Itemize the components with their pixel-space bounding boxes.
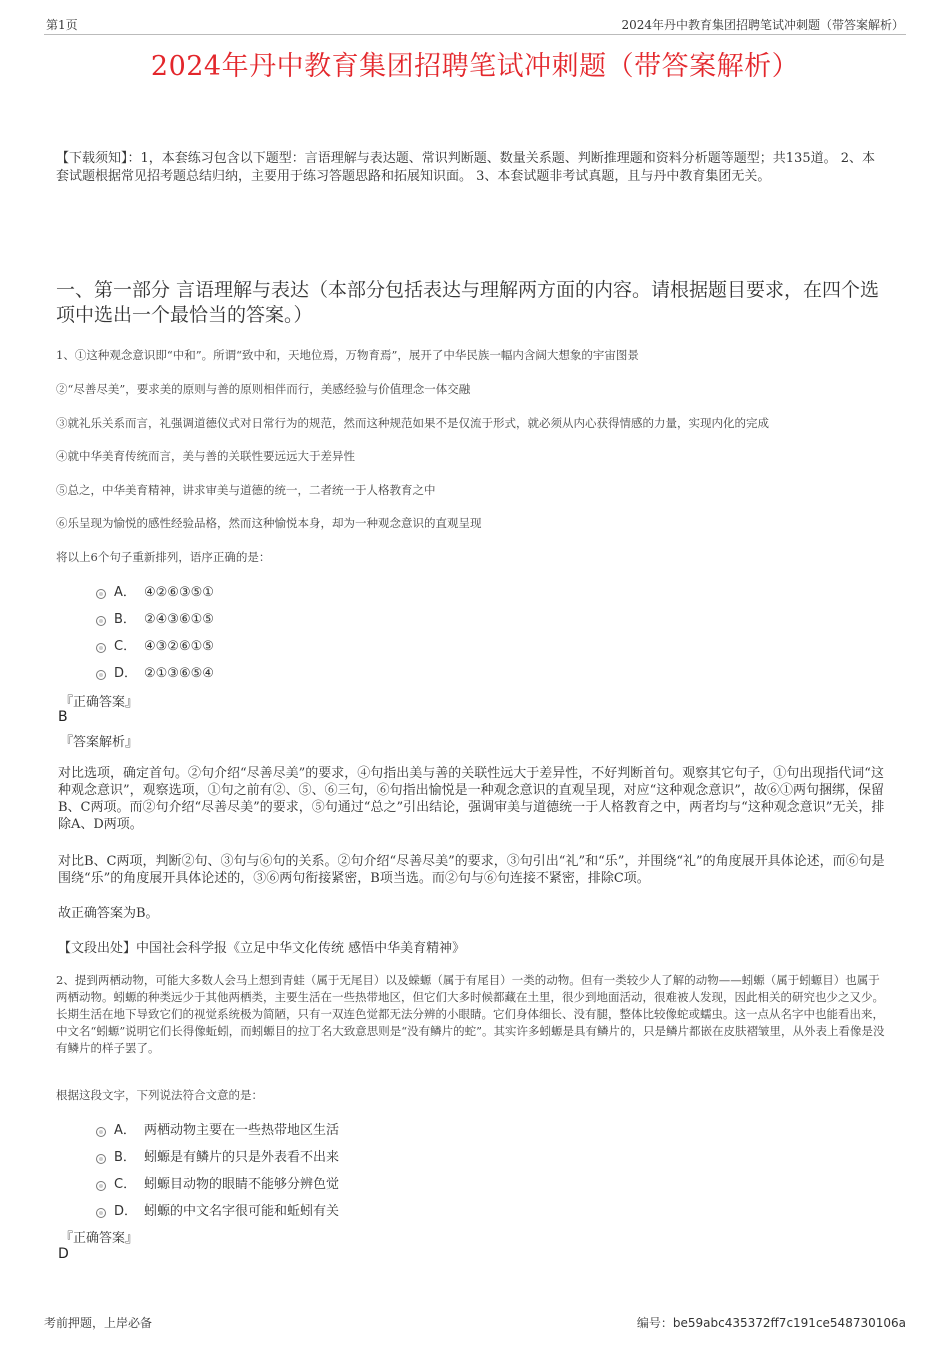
document-title: 2024年丹中教育集团招聘笔试冲刺题（带答案解析） (150, 51, 800, 82)
radio-icon[interactable] (96, 643, 106, 653)
radio-icon[interactable] (96, 1154, 106, 1164)
radio-icon[interactable] (96, 670, 106, 680)
question-line: 2、提到两栖动物，可能大多数人会马上想到青蛙（属于无尾目）以及蝾螈（属于有尾目）一类的动物。但有一类较少人了解的动物——蚓螈（属于蚓螈目）也属于两栖动物。蚓螈的种类远少于其他两栖类，主要生活在一些热带地区，但它们大多时候都藏在土里，很少到地面活动，很难被人发现，因此相关的研究也少之又少。长期生活在地下导致它们的视觉系统极为简陋，只有一双连色觉都无法分辨的小眼睛。它们身体细长、没有腿，整体比较像蛇或蠕虫。这一点从名字中也能看出来，中文名“蚓螈”说明它们长得像蚯蚓，而蚓螈目的拉丁名大致意思则是“没有鳞片的蛇”。其实许多蚓螈是具有鳞片的，只是鳞片都嵌在皮肤褶皱里，从外表上看像是没有鳞片的样子罢了。 (56, 973, 885, 1055)
question-line: ④就中华美育传统而言，美与善的关联性要远远大于差异性 (56, 449, 355, 463)
analysis-paragraph: 对比选项，确定首句。②句介绍“尽善尽美”的要求，④句指出美与善的关联性远大于差异性，不好判断首句。观察其它句子，①句出现指代词“这种观念意识”，观察选项，①句之前有②、⑤、⑥三句，⑥句指出愉悦是一种观念意识的直观呈现，对应“这种观念意识”，故⑥①两句捆绑，保留B、C两项。而②句介绍“尽善尽美”的要求，⑤句通过“总之”引出结论，强调审美与道德统一于人格教育之中，两者均与“这种观念意识”无关，排除A、D两项。 (58, 766, 885, 832)
question-1-sentence-6 (56, 515, 890, 531)
question-1-sentence-5 (56, 482, 890, 498)
passage-source: 【文段出处】中国社会科学报《立足中华文化传统 感悟中华美育精神》 (58, 941, 466, 956)
header-doc-name: 2024年丹中教育集团招聘笔试冲刺题（带答案解析） (621, 18, 904, 32)
analysis-conclusion: 故正确答案为B。 (58, 906, 159, 921)
download-notice: 【下载须知】：1，本套练习包含以下题型：言语理解与表达题、常识判断题、数量关系题、判断推理题和资料分析题等题型；共135道。 2、本套试题根据常见招考题总结归纳，主要用于练习答题思路和拓展知识面。 3、本套试题非考试真题，且与丹中教育集团无关。 (56, 151, 875, 184)
radio-icon[interactable] (96, 1181, 106, 1191)
page-number: 第1页 (46, 18, 78, 32)
option-text: 蚓螈是有鳞片的只是外表看不出来 (144, 1150, 340, 1165)
question-1-prompt (56, 549, 890, 565)
section-title: 一、第一部分 言语理解与表达（本部分包括表达与理解两方面的内容。请根据题目要求，在四个选项中选出一个最恰当的答案。） (56, 279, 880, 326)
answer-label: 『正确答案』 (60, 695, 139, 710)
option-letter: A． (114, 585, 136, 600)
question-line: ⑤总之，中华美育精神，讲求审美与道德的统一，二者统一于人格教育之中 (56, 483, 436, 497)
radio-icon[interactable] (96, 616, 106, 626)
option-letter: B． (114, 612, 136, 627)
option-text: ②①③⑥⑤④ (144, 666, 214, 681)
analysis-paragraph: 对比B、C两项，判断②句、③句与⑥句的关系。②句介绍“尽善尽美”的要求，③句引出“礼”和“乐”，并围绕“礼”的角度展开具体论述，而⑥句是围绕“乐”的角度展开具体论述的，③⑥两句衔接紧密，B项当选。而②句与⑥句连接不紧密，排除C项。 (58, 854, 885, 886)
option-letter: C． (114, 639, 137, 654)
option-text: 蚓螈目动物的眼睛不能够分辨色觉 (144, 1177, 340, 1192)
question-1-stem (56, 347, 890, 363)
option-letter: C． (114, 1177, 137, 1192)
question-line: ⑥乐呈现为愉悦的感性经验品格，然而这种愉悦本身，却为一种观念意识的直观呈现 (56, 516, 482, 530)
option-letter: B． (114, 1150, 136, 1165)
question-1-sentence-4 (56, 448, 890, 464)
footer-code-value: be59abc435372ff7c191ce548730106a (672, 1316, 906, 1330)
analysis-label: 『答案解析』 (60, 735, 139, 750)
radio-icon[interactable] (96, 589, 106, 599)
option-text: 蚓螈的中文名字很可能和蚯蚓有关 (144, 1204, 340, 1219)
option-text: ④③②⑥①⑤ (144, 639, 214, 654)
option-text: ④②⑥③⑤① (144, 585, 214, 600)
option-text: ②④③⑥①⑤ (144, 612, 214, 627)
question-line: ③就礼乐关系而言，礼强调道德仪式对日常行为的规范，然而这种规范如果不是仅流于形式，就必须从内心获得情感的力量，实现内化的完成 (56, 416, 769, 430)
correct-answer: D (58, 1246, 69, 1262)
footer-code (637, 1314, 906, 1331)
footer-code-label: 编号： (636, 1316, 673, 1330)
question-line: 1、①这种观念意识即“中和”。所谓“致中和，天地位焉，万物育焉”，展开了中华民族一幅内含阔大想象的宇宙图景 (56, 348, 639, 362)
option-letter: D． (114, 666, 138, 681)
correct-answer: B (58, 709, 68, 725)
question-line: 将以上6个句子重新排列，语序正确的是： (56, 550, 271, 564)
answer-label: 『正确答案』 (60, 1231, 139, 1246)
question-1-sentence-3 (56, 415, 890, 431)
question-1-sentence-2 (56, 381, 890, 397)
question-2-passage (56, 972, 890, 1057)
radio-icon[interactable] (96, 1127, 106, 1137)
question-2-prompt (56, 1087, 890, 1103)
option-letter: A． (114, 1123, 136, 1138)
option-letter: D． (114, 1204, 138, 1219)
question-line: 根据这段文字，下列说法符合文意的是： (56, 1088, 263, 1102)
footer-slogan: 考前押题，上岸必备 (44, 1316, 153, 1330)
option-text: 两栖动物主要在一些热带地区生活 (144, 1123, 340, 1138)
radio-icon[interactable] (96, 1208, 106, 1218)
question-line: ②“尽善尽美”，要求美的原则与善的原则相伴而行，美感经验与价值理念一体交融 (56, 382, 471, 396)
page-header (44, 12, 906, 35)
